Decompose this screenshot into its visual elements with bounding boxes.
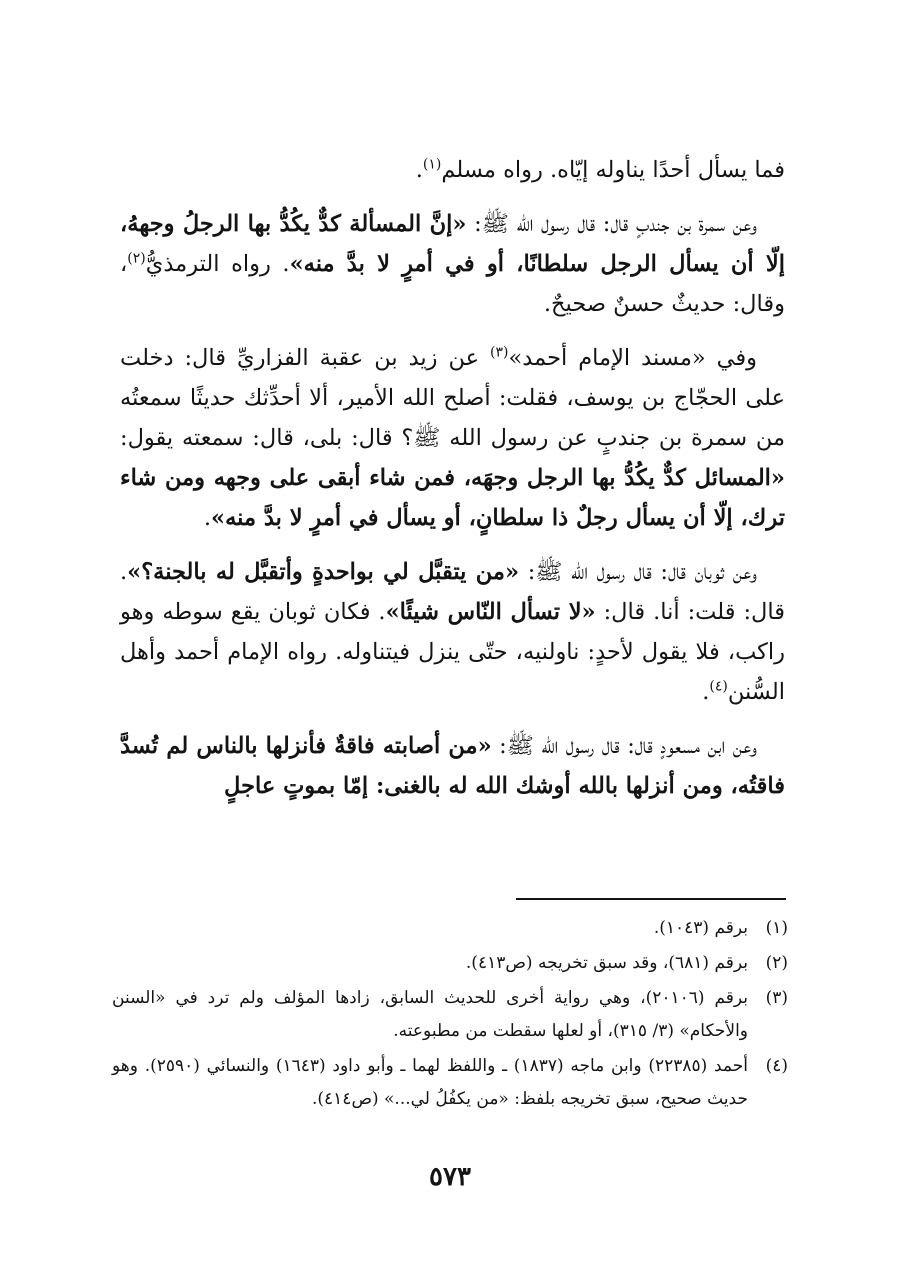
footnote-number: (٣)	[765, 988, 788, 1008]
text-segment: .	[203, 505, 212, 531]
main-text	[120, 150, 785, 820]
text-segment: وعن سمرة بن جندبٍ قال: قال رسول الله ﷺ:	[466, 211, 757, 237]
footnote-number: (٤)	[765, 1056, 788, 1076]
footnote-text: برقم (١٠٤٣).	[653, 918, 748, 938]
hadith-quote: «إنَّ المسألة كدٌّ يكُدُّ بها الرجلُ وجههُ، إلّا أن يسأل الرجل سلطانًا، أو في أمرٍ لا بدَّ منه»	[120, 211, 786, 277]
paragraph	[120, 726, 785, 806]
text-segment: ، وقال: حديثٌ حسنٌ صحيحٌ.	[120, 251, 785, 317]
text-segment: . رواه الترمذيُّ	[145, 251, 290, 277]
footnote	[112, 982, 788, 1048]
paragraph	[120, 204, 785, 324]
text-segment: وعن ابن مسعودٍ قال: قال رسول الله ﷺ:	[491, 733, 757, 759]
footnote-text: برقم (٦٨١)، وقد سبق تخريجه (ص٤١٣).	[465, 953, 748, 973]
text-segment: عن زيد بن عقبة الفزاريِّ قال: دخلت على الحجّاج بن يوسف، فقلت: أصلح الله الأمير، ألا أحدِّثك حديثًا سمعتُه من سمرة بن جندبٍ عن رسول الله ﷺ؟ قال: بلى، قال: سمعته يقول:	[120, 345, 785, 451]
footnote-divider	[516, 898, 786, 900]
footnote	[112, 1050, 788, 1116]
text-segment: .	[415, 157, 423, 183]
text-segment: . قال: قلت: أنا. قال:	[120, 559, 786, 625]
footnote-ref: (١)	[422, 156, 442, 173]
paragraph	[120, 338, 785, 538]
text-segment: وعن ثوبان قال: قال رسول الله ﷺ:	[519, 559, 757, 585]
footnote-number: (٢)	[765, 953, 788, 973]
paragraph	[120, 552, 785, 712]
hadith-quote: «المسائل كدٌّ يكُدُّ بها الرجل وجهَه، فمن شاء أبقى على وجهه ومن شاء ترك، إلّا أن يسأل رجلٌ ذا سلطانٍ، أو يسأل في أمرٍ لا بدَّ منه»	[120, 465, 785, 531]
paragraph	[120, 150, 785, 190]
text-segment: فما يسأل أحدًا يناوله إيّاه. رواه مسلم	[441, 157, 785, 183]
text-segment: .	[702, 679, 710, 705]
hadith-quote: «لا تسأل النّاس شيئًا»	[385, 599, 596, 625]
hadith-quote: «من أصابته فاقةٌ فأنزلها بالناس لم تُسدَّ فاقتُه، ومن أنزلها بالله أوشك الله له بالغنى: إمّا بموتٍ عاجلٍ	[120, 733, 785, 799]
text-segment: وفي «مسند الإمام أحمد»	[508, 345, 757, 371]
footnote-ref: (٢)	[127, 250, 146, 267]
page-number: ٥٧٣	[429, 1162, 471, 1192]
footnote	[112, 912, 788, 945]
footnote-text: برقم (٢٠١٠٦)، وهي رواية أخرى للحديث السابق، زادها المؤلف ولم ترد في «السنن والأحكام» (٣/ ٣١٥)، أو لعلها سقطت من مطبوعته.	[112, 988, 748, 1041]
footnotes	[112, 912, 788, 1118]
hadith-quote: «من يتقبَّل لي بواحدةٍ وأتقبَّل له بالجنة؟»	[127, 559, 520, 585]
footnote-number: (١)	[765, 918, 788, 938]
text-segment: . فكان ثوبان يقع سوطه وهو راكب، فلا يقول لأحدٍ: ناولنيه، حتّى ينزل فيتناوله. رواه الإمام أحمد وأهل السُّنن	[120, 599, 785, 705]
footnote-ref: (٣)	[490, 344, 509, 361]
footnote-ref: (٤)	[709, 678, 728, 695]
footnote-text: أحمد (٢٢٣٨٥) وابن ماجه (١٨٣٧) ـ واللفظ لهما ـ وأبو داود (١٦٤٣) والنسائي (٢٥٩٠). وهو حديث صحيح، سبق تخريجه بلفظ: «من يكفُلُ لي...» (ص٤١٤).	[112, 1056, 748, 1109]
footnote	[112, 947, 788, 980]
